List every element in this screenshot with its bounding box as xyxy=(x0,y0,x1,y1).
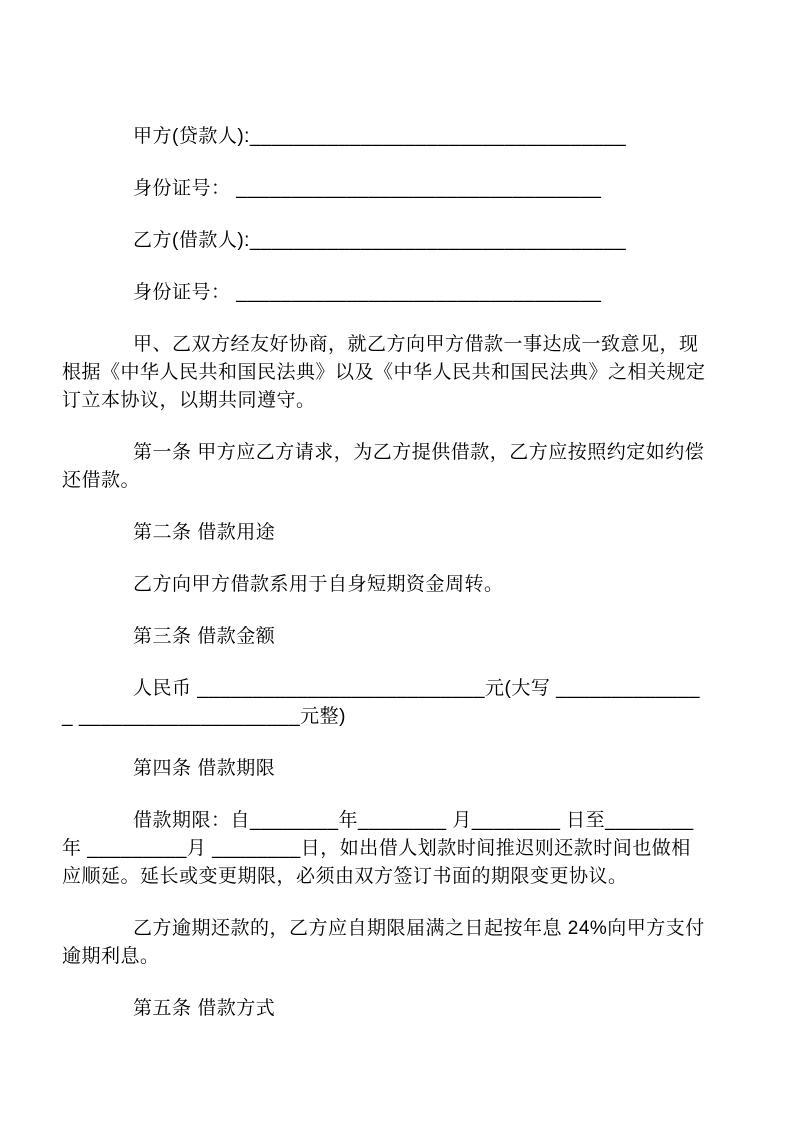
article-3-heading: 第三条 借款金额 xyxy=(133,626,276,647)
party-b-line: 乙方(借款人):__________________________________ xyxy=(133,230,627,251)
term-line: 借款期限：自________年________ 月________ 日至________ 年 _________月 ________日，如出借人划款时间推迟则还款时间也做相应顺延。延长或变更期限，必须由双方签订书面的期限变更协议。 xyxy=(62,810,694,887)
article-2-body: 乙方向甲方借款系用于自身短期资金周转。 xyxy=(133,574,504,595)
preamble: 甲、乙双方经友好协商，就乙方向甲方借款一事达成一致意见，现根据《中华人民共和国民法典》以及《中华人民共和国民法典》之相关规定订立本协议，以期共同遵守。 xyxy=(62,334,706,411)
article-5-heading: 第五条 借款方式 xyxy=(133,998,276,1019)
article-1: 第一条 甲方应乙方请求，为乙方提供借款，乙方应按照约定如约偿还借款。 xyxy=(62,442,705,491)
article-4-heading: 第四条 借款期限 xyxy=(133,758,276,779)
article-2-heading: 第二条 借款用途 xyxy=(133,522,276,543)
party-a-line: 甲方(贷款人):__________________________________ xyxy=(133,126,627,147)
party-a-id-line: 身份证号： _________________________________ xyxy=(133,178,602,199)
overdue-line: 乙方逾期还款的，乙方应自期限届满之日起按年息 24%向甲方支付逾期利息。 xyxy=(62,918,705,967)
party-b-id-line: 身份证号： _________________________________ xyxy=(133,282,602,303)
amount-line: 人民币 __________________________元(大写 ______________ ____________________元整) xyxy=(62,678,700,727)
document-content xyxy=(62,123,710,1047)
